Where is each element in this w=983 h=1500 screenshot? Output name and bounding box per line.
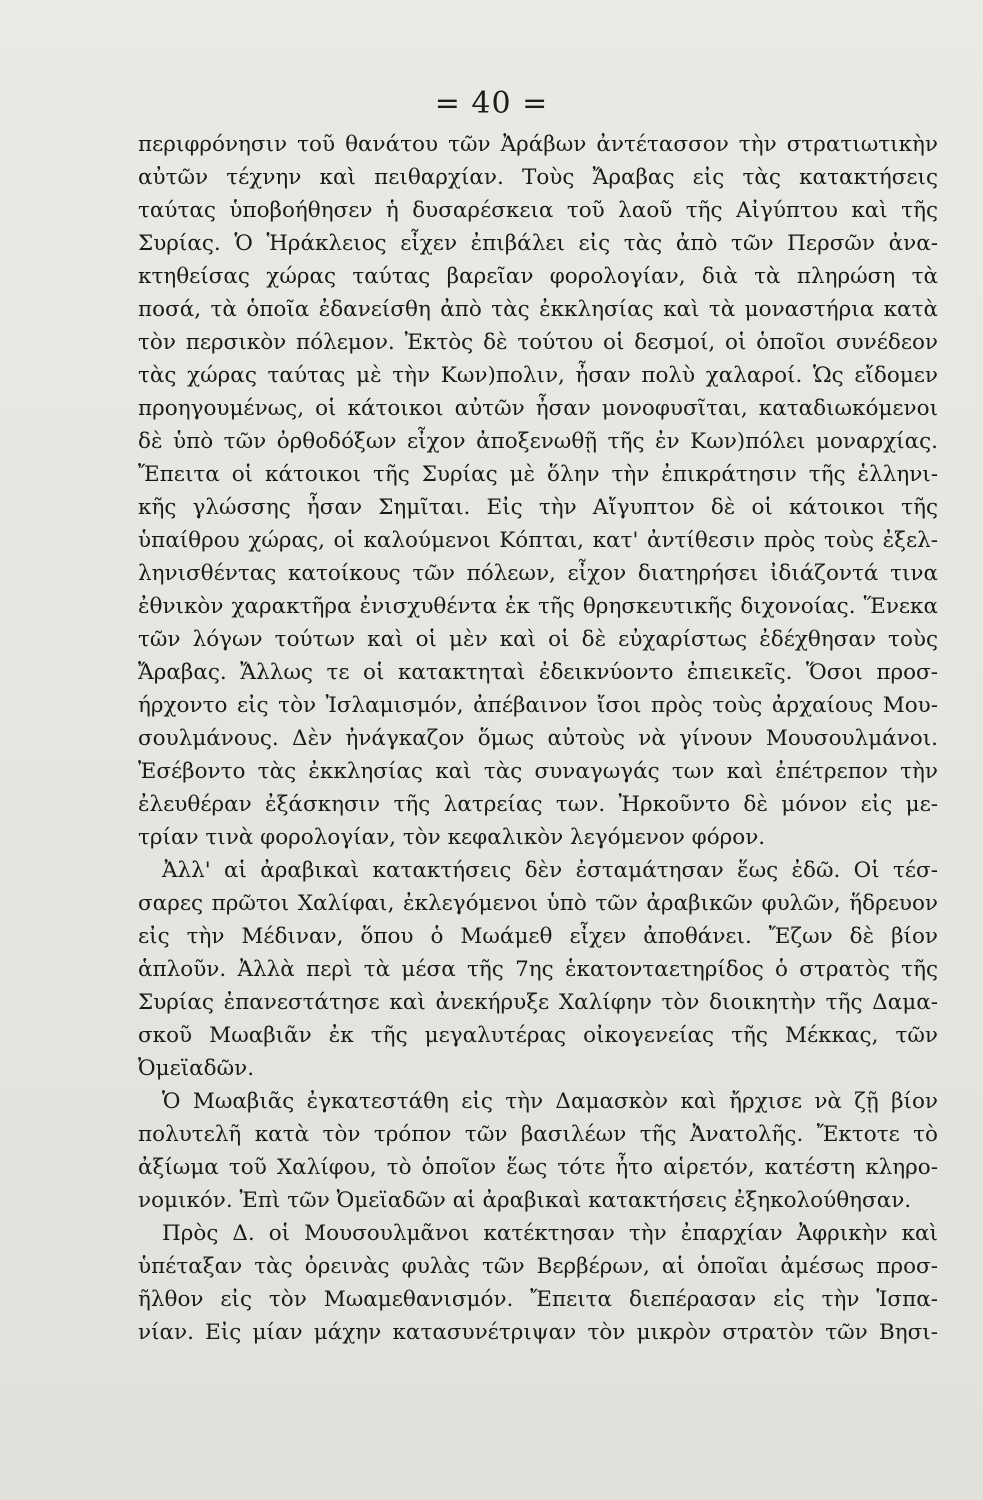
text-line: τὰς χώρας ταύτας μὲ τὴν Κων)πολιν, ἦσαν πολὺ χαλαροί. Ὡς εἴδομεν	[138, 363, 938, 388]
text-line: Ἔπειτα οἱ κάτοικοι τῆς Συρίας μὲ ὅλην τὴν ἐπικράτησιν τῆς ἑλληνι-	[138, 462, 938, 487]
text-line: πολυτελῆ κατὰ τὸν τρόπον τῶν βασιλέων τῆς Ἀνατολῆς. Ἔκτοτε τὸ	[138, 1122, 938, 1147]
text-line: Ἀλλ' αἱ ἀραβικαὶ κατακτήσεις δὲν ἐσταμάτησαν ἕως ἐδῶ. Οἱ τέσ-	[162, 858, 938, 883]
text-line: Ἐσέβοντο τὰς ἐκκλησίας καὶ τὰς συναγωγάς των καὶ ἐπέτρεπον τὴν	[138, 759, 938, 784]
text-line: ἁπλοῦν. Ἀλλὰ περὶ τὰ μέσα τῆς 7ης ἑκατονταετηρίδος ὁ στρατὸς τῆς	[138, 957, 938, 982]
text-line: νομικόν. Ἐπὶ τῶν Ὀμεϊαδῶν αἱ ἀραβικαὶ κατακτήσεις ἐξηκολούθησαν.	[138, 1188, 912, 1213]
text-line: ἐθνικὸν χαρακτῆρα ἐνισχυθέντα ἐκ τῆς θρησκευτικῆς διχονοίας. Ἕνεκα	[138, 594, 938, 619]
text-line: κῆς γλώσσης ἦσαν Σημῖται. Εἰς τὴν Αἴγυπτον δὲ οἱ κάτοικοι τῆς	[138, 495, 938, 520]
text-line: αὐτῶν τέχνην καὶ πειθαρχίαν. Τοὺς Ἄραβας εἰς τὰς κατακτήσεις	[138, 165, 938, 190]
text-line: εἰς τὴν Μέδιναν, ὅπου ὁ Μωάμεθ εἶχεν ἀποθάνει. Ἔζων δὲ βίον	[138, 924, 938, 949]
text-line: ὑπέταξαν τὰς ὀρεινὰς φυλὰς τῶν Βερβέρων, αἱ ὁποῖαι ἀμέσως προσ-	[138, 1254, 938, 1279]
text-line: σουλμάνους. Δὲν ἠνάγκαζον ὅμως αὐτοὺς νὰ γίνουν Μουσουλμάνοι.	[138, 726, 938, 751]
text-line: ῆλθον εἰς τὸν Μωαμεθανισμόν. Ἔπειτα διεπέρασαν εἰς τὴν Ἱσπα-	[138, 1287, 938, 1312]
text-line: ταύτας ὑποβοήθησεν ἡ δυσαρέσκεια τοῦ λαοῦ τῆς Αἰγύπτου καὶ τῆς	[138, 198, 938, 223]
text-line: ὑπαίθρου χώρας, οἱ καλούμενοι Κόπται, κατ' ἀντίθεσιν πρὸς τοὺς ἐξελ-	[138, 528, 938, 553]
text-line: Ὀμεϊαδῶν.	[138, 1056, 255, 1081]
text-line: κτηθείσας χώρας ταύτας βαρεῖαν φορολογίαν, διὰ τὰ πληρώση τὰ	[138, 264, 938, 289]
text-line: τῶν λόγων τούτων καὶ οἱ μὲν καὶ οἱ δὲ εὐχαρίστως ἐδέχθησαν τοὺς	[138, 627, 938, 652]
text-line: ληνισθέντας κατοίκους τῶν πόλεων, εἶχον διατηρήσει ἰδιάζοντά τινα	[138, 561, 938, 586]
text-line: ἐλευθέραν ἐξάσκησιν τῆς λατρείας των. Ἠρκοῦντο δὲ μόνον εἰς με-	[138, 792, 938, 817]
text-line: περιφρόνησιν τοῦ θανάτου τῶν Ἀράβων ἀντέτασσον τὴν στρατιωτικὴν	[138, 132, 938, 157]
text-line: Ὁ Μωαβιᾶς ἐγκατεστάθη εἰς τὴν Δαμασκὸν καὶ ἤρχισε νὰ ζῇ βίον	[162, 1089, 938, 1114]
text-line: τὸν περσικὸν πόλεμον. Ἐκτὸς δὲ τούτου οἱ δεσμοί, οἱ ὁποῖοι συνέδεον	[138, 330, 938, 355]
text-line: Πρὸς Δ. οἱ Μουσουλμᾶνοι κατέκτησαν τὴν ἐπαρχίαν Ἀφρικὴν καὶ	[162, 1221, 938, 1246]
text-line: Ἄραβας. Ἄλλως τε οἱ κατακτηταὶ ἐδεικνύοντο ἐπιεικεῖς. Ὅσοι προσ-	[138, 660, 938, 685]
text-line: ἀξίωμα τοῦ Χαλίφου, τὸ ὁποῖον ἕως τότε ἦτο αἱρετόν, κατέστη κληρο-	[138, 1155, 938, 1180]
page-number: = 40 =	[434, 86, 549, 121]
text-line: ήρχοντο εἰς τὸν Ἰσλαμισμόν, ἀπέβαινον ἴσοι πρὸς τοὺς ἀρχαίους Μου-	[138, 693, 938, 718]
text-line: προηγουμένως, οἱ κάτοικοι αὐτῶν ἦσαν μονοφυσῖται, καταδιωκόμενοι	[138, 396, 938, 421]
text-line: σκοῦ Μωαβιᾶν ἐκ τῆς μεγαλυτέρας οἰκογενείας τῆς Μέκκας, τῶν	[138, 1023, 938, 1048]
text-line: τρίαν τινὰ φορολογίαν, τὸν κεφαλικὸν λεγόμενον φόρον.	[138, 825, 766, 850]
text-line: Συρίας ἐπανεστάτησε καὶ ἀνεκήρυξε Χαλίφην τὸν διοικητὴν τῆς Δαμα-	[138, 990, 938, 1015]
text-line: Συρίας. Ὁ Ἡράκλειος εἶχεν ἐπιβάλει εἰς τὰς ἀπὸ τῶν Περσῶν ἀνα-	[138, 231, 938, 256]
text-line: ποσά, τὰ ὁποῖα ἐδανείσθη ἀπὸ τὰς ἐκκλησίας καὶ τὰ μοναστήρια κατὰ	[138, 297, 938, 322]
text-line: σαρες πρῶτοι Χαλίφαι, ἐκλεγόμενοι ὑπὸ τῶν ἀραβικῶν φυλῶν, ἥδρευον	[138, 891, 938, 916]
text-line: δὲ ὑπὸ τῶν ὀρθοδόξων εἶχον ἀποξενωθῇ τῆς ἐν Κων)πόλει μοναρχίας.	[138, 429, 938, 454]
body-text	[138, 128, 938, 1349]
text-line: νίαν. Εἰς μίαν μάχην κατασυνέτριψαν τὸν μικρὸν στρατὸν τῶν Βησι-	[138, 1320, 938, 1345]
